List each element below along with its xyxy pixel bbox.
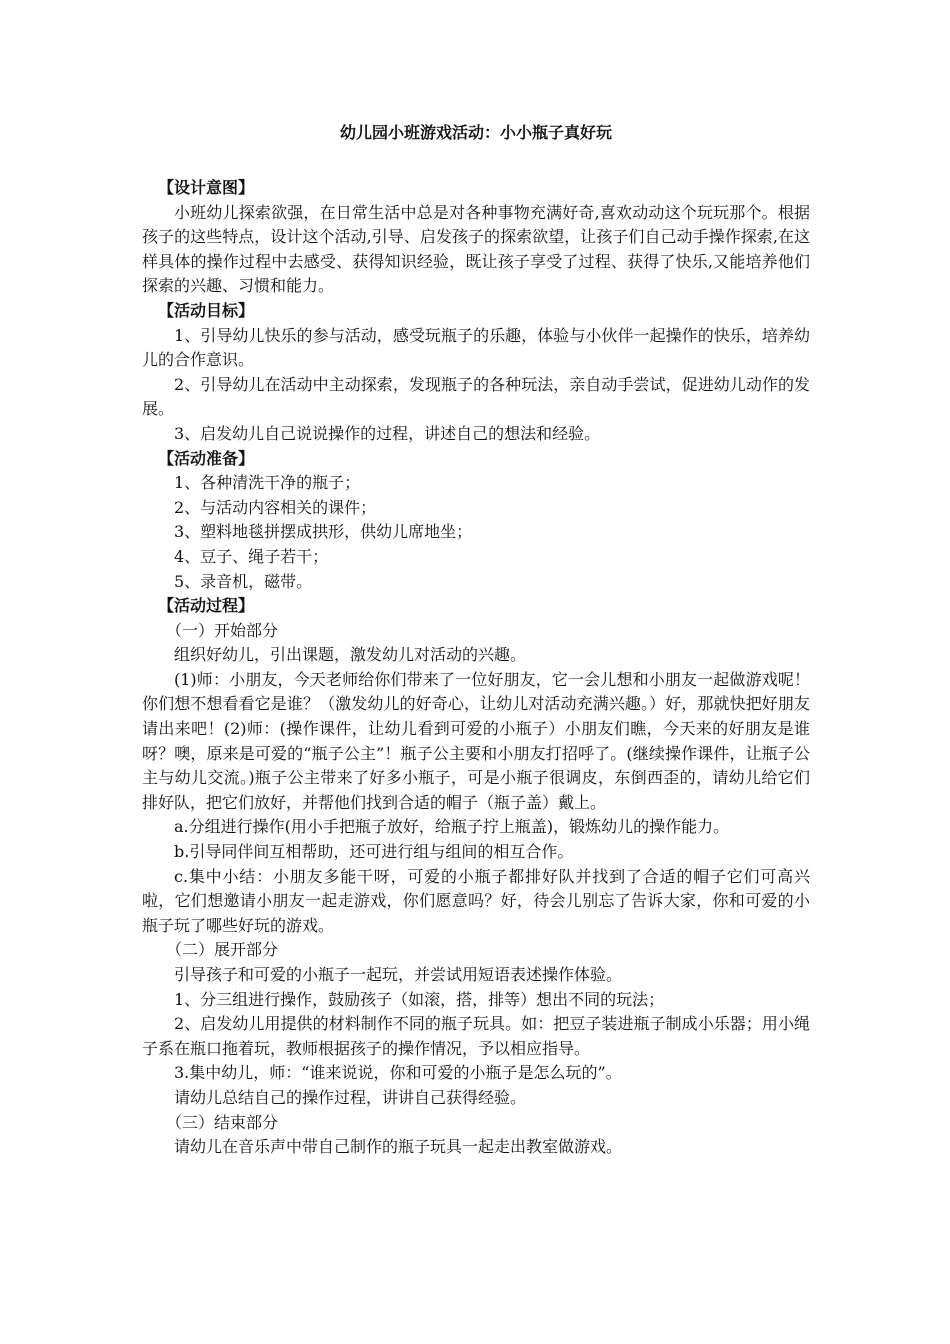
part2-label: （二）展开部分 (166, 940, 279, 960)
document-page (142, 120, 810, 1160)
part1-label: （一）开始部分 (166, 620, 279, 640)
section-heading-design: 【设计意图】 (158, 178, 255, 197)
prep-item-3: 3、塑料地毯拼摆成拱形，供幼儿席地坐； (174, 522, 473, 542)
prep-item-4: 4、豆子、绳子若干； (174, 546, 329, 566)
part3-item-1: 请幼儿在音乐声中带自己制作的瓶子玩具一起走出教室做游戏。 (174, 1137, 623, 1157)
goal-item-1: 1、引导幼儿快乐的参与活动，感受玩瓶子的乐趣，体验与小伙伴一起操作的快乐，培养幼儿的合作意识。 (142, 325, 810, 370)
prep-item-5: 5、录音机，磁带。 (174, 571, 313, 591)
goal-item-3: 3、启发幼儿自己说说操作的过程，讲述自己的想法和经验。 (174, 423, 601, 443)
part1-intro: 组织好幼儿，引出课题，激发幼儿对活动的兴趣。 (174, 645, 527, 665)
part2-item-1: 1、分三组进行操作，鼓励孩子（如滚，搭，排等）想出不同的玩法； (174, 989, 665, 1009)
part1-item-c: c.集中小结：小朋友多能干呀，可爱的小瓶子都排好队并找到了合适的帽子它们可高兴啦，它们想邀请小朋友一起走游戏，你们愿意吗？好，待会儿别忘了告诉大家，你和可爱的小瓶子玩了哪些好玩的游戏。 (142, 866, 810, 935)
part2-item-4: 请幼儿总结自己的操作过程，讲讲自己获得经验。 (174, 1087, 527, 1107)
prep-item-2: 2、与活动内容相关的课件； (174, 497, 377, 517)
part1-item-a: a.分组进行操作(用小手把瓶子放好，给瓶子拧上瓶盖)，锻炼幼儿的操作能力。 (174, 817, 730, 837)
design-paragraph: 小班幼儿探索欲强，在日常生活中总是对各种事物充满好奇,喜欢动动这个玩玩那个。根据孩子的这些特点，设计这个活动,引导、启发孩子的探索欲望，让孩子们自己动手操作探索,在这样具体的操作过程中去感受、获得知识经验，既让孩子享受了过程、获得了快乐,又能培养他们探索的兴趣、习惯和能力。 (142, 202, 810, 296)
part2-item-3: 3.集中幼儿，师：“谁来说说，你和可爱的小瓶子是怎么玩的”。 (174, 1063, 622, 1083)
part2-intro: 引导孩子和可爱的小瓶子一起玩，并尝试用短语表述操作体验。 (174, 965, 623, 984)
part1-item-b: b.引导同伴间互相帮助，还可进行组与组间的相互合作。 (174, 842, 574, 862)
part1-para1: (1)师：小朋友，今天老师给你们带来了一位好朋友，它一会儿想和小朋友一起做游戏呢！你们想不想看看它是谁？（激发幼儿的好奇心，让幼儿对活动充满兴趣。）好，那就快把好朋友请出来吧！(2)师：(操作课件，让幼儿看到可爱的小瓶子）小朋友们瞧，今天来的好朋友是谁呀？噢，原来是可爱的“瓶子公主”！瓶子公主要和小朋友打招呼了。(继续操作课件，让瓶子公主与幼儿交流。)瓶子公主带来了好多小瓶子，可是小瓶子很调皮，东倒西歪的，请幼儿给它们排好队，把它们放好，并帮他们找到合适的帽子（瓶子盖）戴上。 (142, 669, 810, 812)
part2-item-2: 2、启发幼儿用提供的材料制作不同的瓶子玩具。如：把豆子装进瓶子制成小乐器；用小绳子系在瓶口拖着玩，教师根据孩子的操作情况，予以相应指导。 (142, 1014, 810, 1058)
prep-item-1: 1、各种清洗干净的瓶子； (174, 473, 361, 493)
section-heading-prep: 【活动准备】 (158, 448, 255, 468)
document-title: 幼儿园小班游戏活动：小小瓶子真好玩 (339, 123, 612, 142)
goal-item-2: 2、引导幼儿在活动中主动探索，发现瓶子的各种玩法，亲自动手尝试，促进幼儿动作的发展。 (142, 374, 810, 419)
section-heading-process: 【活动过程】 (158, 596, 255, 616)
part3-label: （三）结束部分 (166, 1112, 279, 1132)
section-heading-goals: 【活动目标】 (158, 300, 255, 320)
